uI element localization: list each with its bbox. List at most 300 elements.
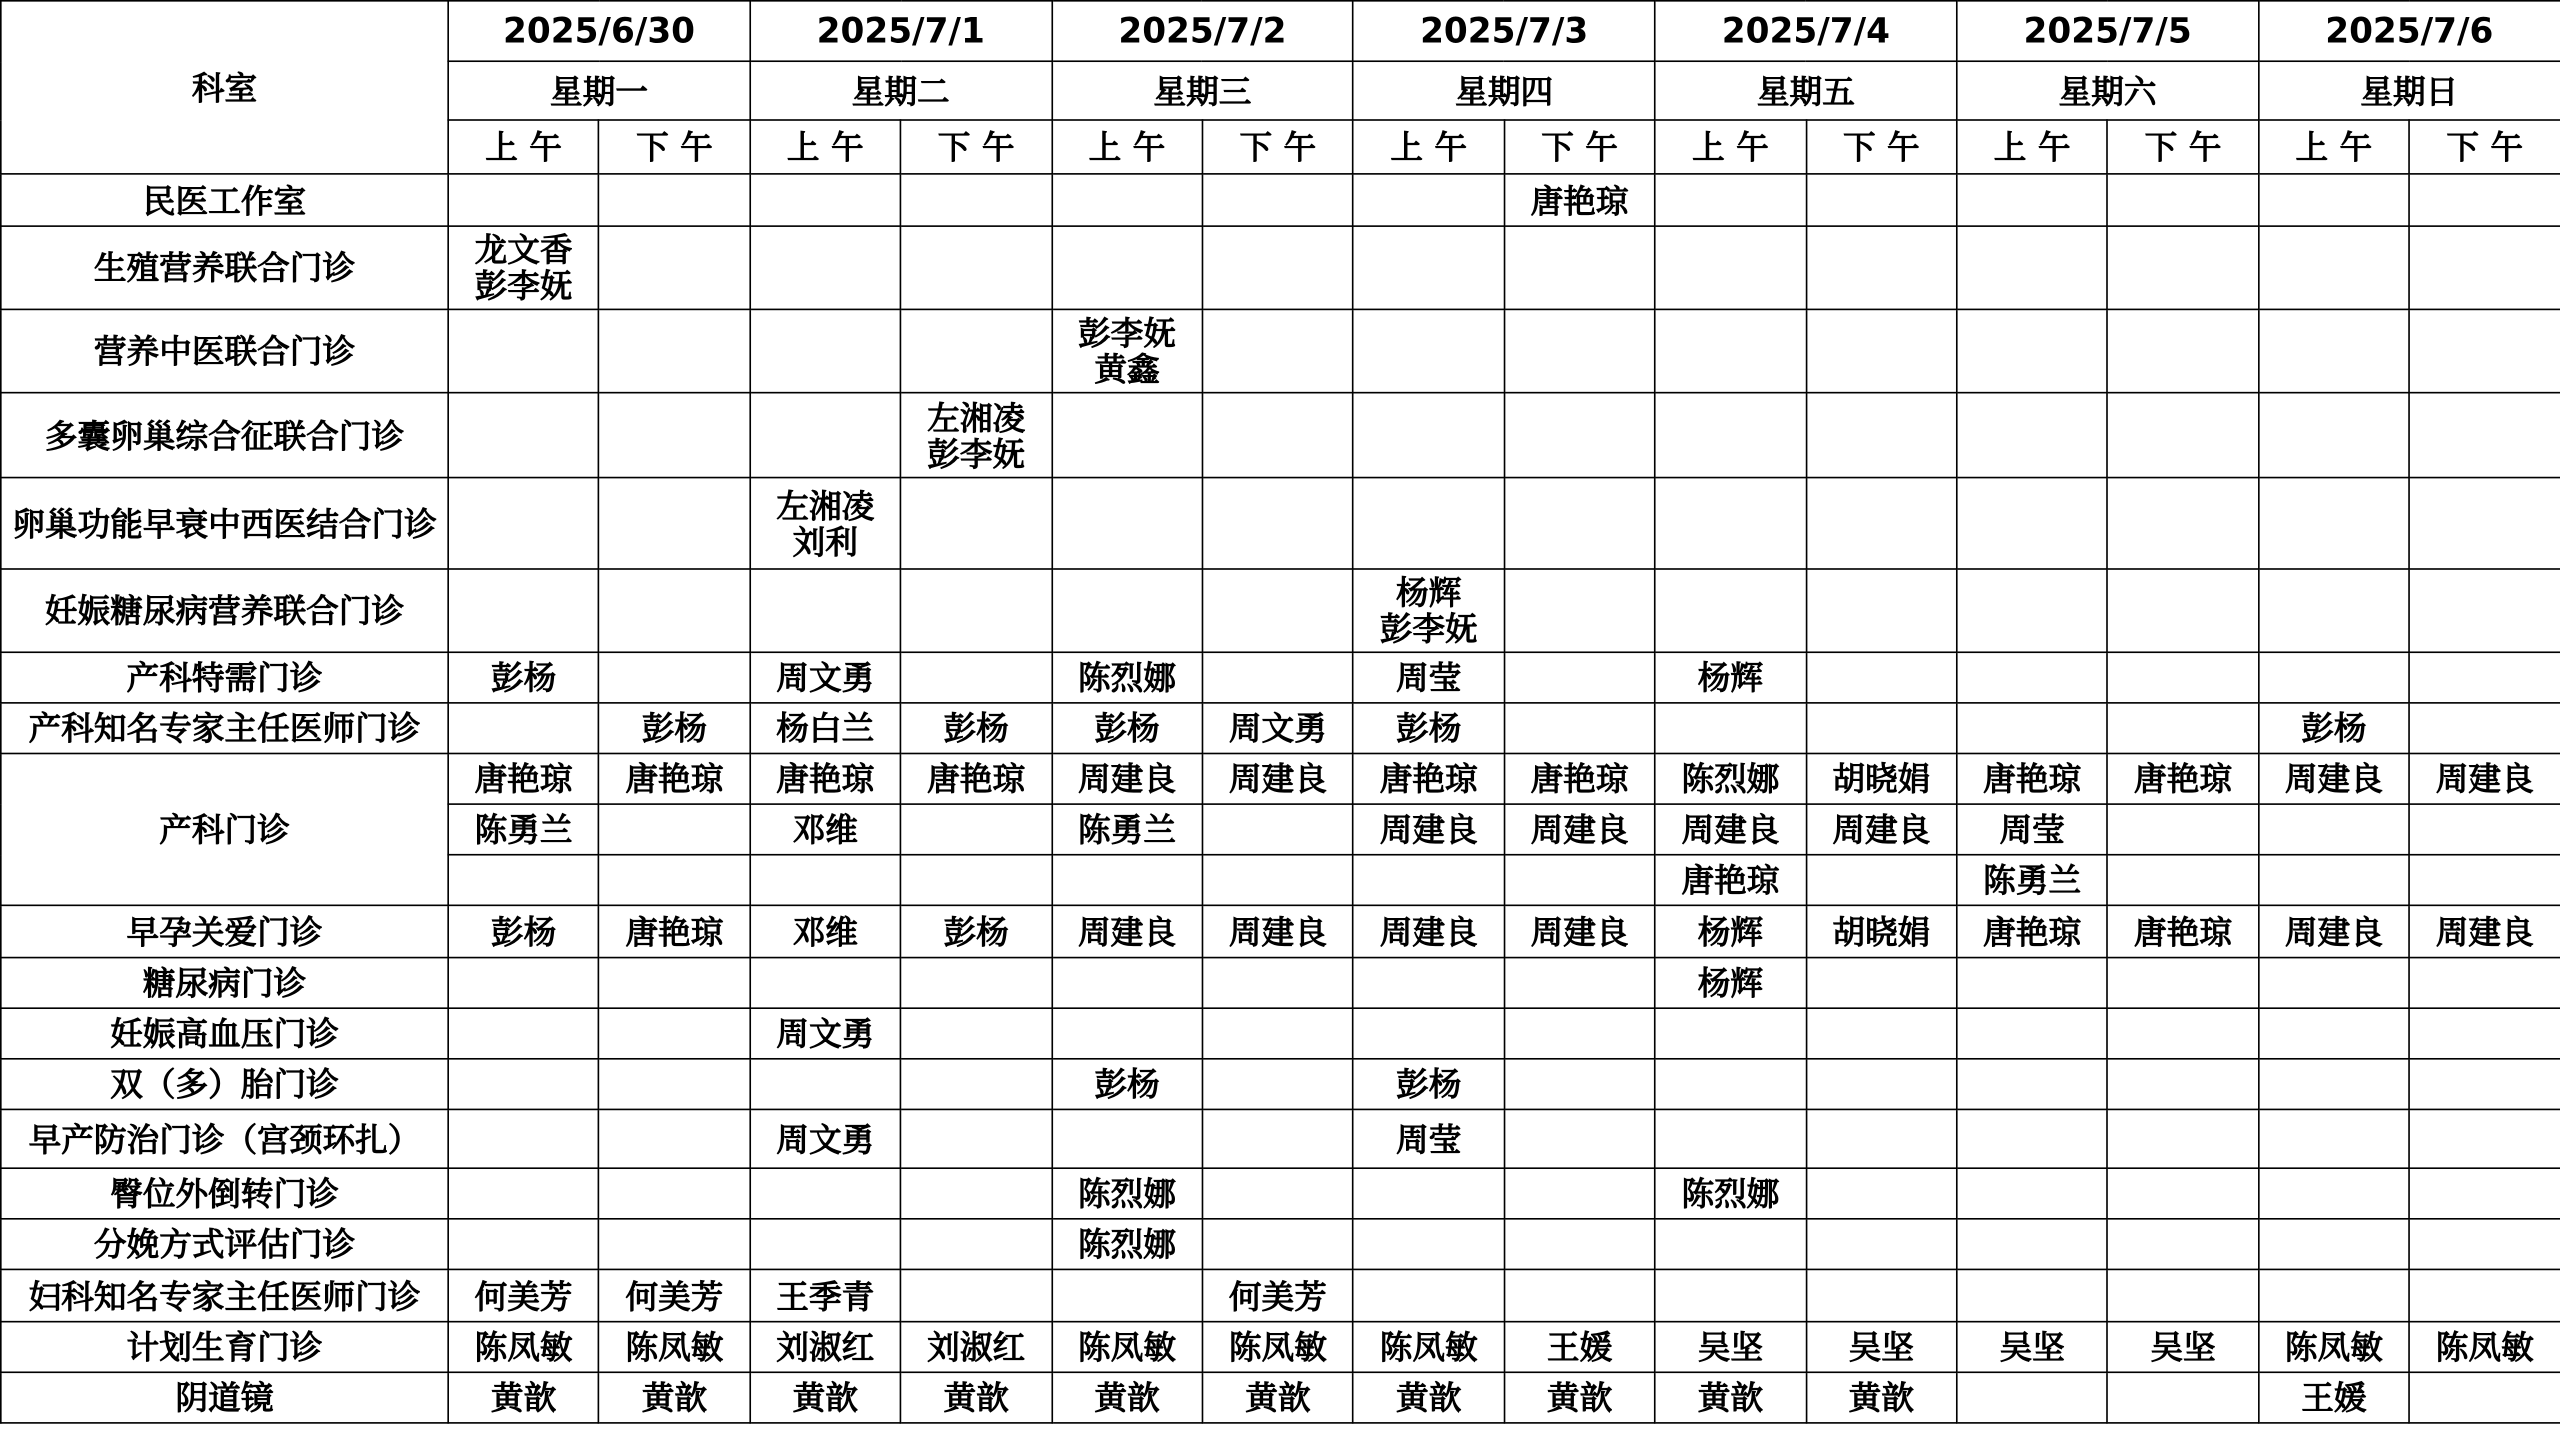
date-header: 2025/6/30: [448, 1, 750, 61]
doctor-cell: [448, 1168, 599, 1219]
doctor-cell: [2258, 1219, 2409, 1270]
doctor-cell: [1806, 174, 1957, 226]
doctor-cell: [2409, 309, 2560, 392]
doctor-cell: 唐艳琼: [1504, 753, 1655, 804]
doctor-name: 刘利: [792, 521, 858, 561]
date-header: 2025/7/5: [1957, 1, 2259, 61]
doctor-cell: [2108, 1372, 2259, 1423]
table-row: [1, 1008, 2560, 1059]
doctor-cell: [1353, 958, 1504, 1009]
doctor-cell: [901, 1109, 1052, 1168]
doctor-cell: 彭杨: [2258, 703, 2409, 754]
doctor-cell: [2258, 1008, 2409, 1059]
doctor-cell: [1202, 1168, 1353, 1219]
doctor-cell: [2108, 1168, 2259, 1219]
doctor-cell: [599, 1168, 750, 1219]
doctor-cell: [1957, 652, 2108, 703]
doctor-cell: 唐艳琼: [2108, 753, 2259, 804]
doctor-cell: [1202, 174, 1353, 226]
doctor-cell: [1655, 393, 1806, 478]
doctor-cell: [750, 1168, 901, 1219]
dept-name: 妇科知名专家主任医师门诊: [1, 1269, 448, 1321]
schedule-body: [1, 174, 2560, 1423]
doctor-cell: [2409, 958, 2560, 1009]
doctor-cell: 胡晓娟: [1806, 905, 1957, 957]
weekday-header: 星期四: [1353, 61, 1655, 120]
doctor-cell: [1202, 1219, 1353, 1270]
doctor-cell: [1202, 1059, 1353, 1110]
doctor-cell: [2108, 958, 2259, 1009]
doctor-cell: [2258, 174, 2409, 226]
table-row: [1, 226, 2560, 309]
doctor-cell: 吴坚: [2108, 1322, 2259, 1373]
doctor-cell: [1957, 1168, 2108, 1219]
doctor-cell: 吴坚: [1957, 1322, 2108, 1373]
doctor-cell: [2409, 1372, 2560, 1423]
doctor-cell: [2108, 703, 2259, 754]
table-row: [1, 905, 2560, 957]
doctor-cell: 周建良: [1202, 753, 1353, 804]
doctor-cell: [901, 226, 1052, 309]
doctor-cell: [2108, 174, 2259, 226]
dept-name: 双（多）胎门诊: [1, 1059, 448, 1110]
date-header: 2025/7/1: [750, 1, 1052, 61]
doctor-cell: [750, 855, 901, 906]
doctor-cell: [901, 1008, 1052, 1059]
doctor-cell: [1504, 703, 1655, 754]
doctor-cell: 杨辉: [1655, 905, 1806, 957]
doctor-cell: 周建良: [1806, 804, 1957, 855]
doctor-cell: 唐艳琼: [1504, 174, 1655, 226]
doctor-cell: [1655, 478, 1806, 569]
date-header: 2025/7/2: [1052, 1, 1354, 61]
doctor-cell: [599, 478, 750, 569]
doctor-cell: [1806, 1168, 1957, 1219]
doctor-cell: [448, 1059, 599, 1110]
doctor-cell: [1655, 226, 1806, 309]
doctor-cell: [1957, 1059, 2108, 1110]
doctor-cell: [1806, 1109, 1957, 1168]
doctor-cell: 何美芳: [1202, 1269, 1353, 1321]
doctor-cell: [599, 309, 750, 392]
doctor-cell: [1957, 174, 2108, 226]
doctor-cell: [448, 1109, 599, 1168]
doctor-cell: [901, 174, 1052, 226]
doctor-cell: [901, 1168, 1052, 1219]
dept-name: 妊娠高血压门诊: [1, 1008, 448, 1059]
doctor-cell: [1504, 393, 1655, 478]
doctor-cell: [1957, 309, 2108, 392]
doctor-cell: [1052, 478, 1203, 569]
doctor-cell: 何美芳: [448, 1269, 599, 1321]
doctor-cell: 邓维: [750, 804, 901, 855]
doctor-cell: [2258, 1109, 2409, 1168]
doctor-cell: [2258, 1269, 2409, 1321]
doctor-cell: 陈凤敏: [448, 1322, 599, 1373]
doctor-cell: [1957, 1008, 2108, 1059]
doctor-cell: [901, 855, 1052, 906]
dept-name: 计划生育门诊: [1, 1322, 448, 1373]
doctor-cell: [2258, 309, 2409, 392]
doctor-cell: [2409, 652, 2560, 703]
doctor-cell: [1806, 1269, 1957, 1321]
doctor-cell: 周建良: [1353, 804, 1504, 855]
dept-name: 臀位外倒转门诊: [1, 1168, 448, 1219]
doctor-cell: [448, 478, 599, 569]
doctor-cell: 彭杨: [448, 652, 599, 703]
am-header: 上 午: [1957, 120, 2108, 174]
doctor-cell: 王媛: [1504, 1322, 1655, 1373]
doctor-cell: [2108, 309, 2259, 392]
doctor-cell: 周建良: [2409, 905, 2560, 957]
doctor-cell: [599, 1219, 750, 1270]
doctor-cell: [1806, 226, 1957, 309]
doctor-cell: [1504, 1059, 1655, 1110]
doctor-cell: 唐艳琼: [901, 753, 1052, 804]
doctor-cell: [750, 958, 901, 1009]
doctor-cell: [1052, 226, 1203, 309]
doctor-cell: 周文勇: [750, 1008, 901, 1059]
doctor-cell: [901, 652, 1052, 703]
doctor-cell: [2409, 1168, 2560, 1219]
doctor-cell: [1504, 309, 1655, 392]
doctor-cell: [2409, 174, 2560, 226]
table-row: [1, 309, 2560, 392]
doctor-name: 杨辉: [1396, 573, 1462, 613]
doctor-cell: [1504, 226, 1655, 309]
doctor-cell: [1806, 309, 1957, 392]
doctor-cell: 陈烈娜: [1655, 1168, 1806, 1219]
doctor-cell: [750, 1219, 901, 1270]
doctor-cell: [901, 1269, 1052, 1321]
weekday-header: 星期一: [448, 61, 750, 120]
dept-column-header: 科室: [1, 1, 448, 174]
table-row: [1, 753, 2560, 804]
doctor-name: 彭李妩: [1379, 608, 1478, 649]
doctor-cell: 黄歆: [1353, 1372, 1504, 1423]
doctor-cell: [599, 855, 750, 906]
doctor-cell: [1202, 226, 1353, 309]
dept-name: 生殖营养联合门诊: [1, 226, 448, 309]
doctor-cell: [1353, 1008, 1504, 1059]
doctor-cell: [599, 393, 750, 478]
doctor-cell: 陈烈娜: [1052, 1219, 1203, 1270]
doctor-cell: [448, 309, 599, 392]
doctor-cell: [1957, 958, 2108, 1009]
doctor-cell: [599, 569, 750, 652]
doctor-cell: [1806, 393, 1957, 478]
doctor-cell: [2258, 958, 2409, 1009]
doctor-cell: [750, 226, 901, 309]
doctor-cell: 唐艳琼: [750, 753, 901, 804]
doctor-cell: 周建良: [2409, 753, 2560, 804]
doctor-cell: [2409, 804, 2560, 855]
pm-header: 下 午: [599, 120, 750, 174]
doctor-cell: [2258, 569, 2409, 652]
doctor-cell: [1655, 1219, 1806, 1270]
doctor-cell: [1052, 393, 1203, 478]
table-row: [1, 1372, 2560, 1423]
doctor-cell: 唐艳琼: [1655, 855, 1806, 906]
doctor-cell: [1202, 804, 1353, 855]
doctor-cell: [599, 1109, 750, 1168]
doctor-cell: [1806, 703, 1957, 754]
table-row: [1, 174, 2560, 226]
weekday-header: 星期六: [1957, 61, 2259, 120]
doctor-cell: [448, 855, 599, 906]
doctor-cell: [1202, 309, 1353, 392]
doctor-cell: [2108, 226, 2259, 309]
doctor-cell: [448, 703, 599, 754]
doctor-cell: 刘淑红: [901, 1322, 1052, 1373]
pm-header: 下 午: [2108, 120, 2259, 174]
pm-header: 下 午: [1504, 120, 1655, 174]
doctor-cell: [1504, 855, 1655, 906]
doctor-cell: [2108, 1219, 2259, 1270]
doctor-name: 龙文香: [474, 230, 573, 270]
doctor-cell: [1202, 1109, 1353, 1168]
doctor-cell: [1957, 478, 2108, 569]
doctor-cell: [2409, 1219, 2560, 1270]
doctor-cell: 黄歆: [1202, 1372, 1353, 1423]
date-header: 2025/7/3: [1353, 1, 1655, 61]
table-row: [1, 393, 2560, 478]
doctor-cell: 彭杨: [1353, 1059, 1504, 1110]
doctor-cell: [599, 174, 750, 226]
table-row: [1, 1109, 2560, 1168]
doctor-cell: [2258, 804, 2409, 855]
doctor-cell: 陈烈娜: [1052, 1168, 1203, 1219]
table-row: [1, 958, 2560, 1009]
doctor-cell: 唐艳琼: [1353, 753, 1504, 804]
dept-name: 产科知名专家主任医师门诊: [1, 703, 448, 754]
doctor-cell: [1353, 478, 1504, 569]
doctor-cell: 胡晓娟: [1806, 753, 1957, 804]
doctor-cell: [2258, 652, 2409, 703]
doctor-cell: [1806, 855, 1957, 906]
doctor-cell: 唐艳琼: [599, 753, 750, 804]
doctor-cell: [2409, 478, 2560, 569]
doctor-cell: [1504, 1168, 1655, 1219]
doctor-cell: [750, 478, 901, 569]
pm-header: 下 午: [2409, 120, 2560, 174]
table-row: [1, 1322, 2560, 1373]
dept-name: 阴道镜: [1, 1372, 448, 1423]
table-row: [1, 652, 2560, 703]
doctor-cell: [2258, 1059, 2409, 1110]
doctor-cell: [1202, 958, 1353, 1009]
doctor-cell: [448, 174, 599, 226]
doctor-cell: [448, 226, 599, 309]
dept-name: 早产防治门诊（宫颈环扎）: [1, 1109, 448, 1168]
doctor-cell: [901, 1059, 1052, 1110]
doctor-name: 彭李妩: [927, 433, 1026, 473]
doctor-cell: 何美芳: [599, 1269, 750, 1321]
doctor-cell: 陈凤敏: [1202, 1322, 1353, 1373]
doctor-cell: 彭杨: [599, 703, 750, 754]
weekday-header: 星期三: [1052, 61, 1354, 120]
doctor-cell: [1353, 1219, 1504, 1270]
doctor-cell: [1655, 703, 1806, 754]
doctor-name: 黄鑫: [1094, 349, 1160, 389]
doctor-cell: [448, 1219, 599, 1270]
pm-header: 下 午: [1202, 120, 1353, 174]
doctor-cell: [901, 804, 1052, 855]
dept-name: 营养中医联合门诊: [1, 309, 448, 392]
doctor-cell: [901, 393, 1052, 478]
doctor-cell: [2409, 569, 2560, 652]
dept-name: 产科特需门诊: [1, 652, 448, 703]
doctor-cell: [1806, 1059, 1957, 1110]
doctor-cell: 彭杨: [1353, 703, 1504, 754]
pm-header: 下 午: [1806, 120, 1957, 174]
doctor-cell: [2409, 393, 2560, 478]
doctor-name: 左湘凌: [927, 397, 1026, 437]
doctor-cell: [1052, 569, 1203, 652]
doctor-cell: [1052, 958, 1203, 1009]
doctor-cell: [599, 1059, 750, 1110]
doctor-cell: 王季青: [750, 1269, 901, 1321]
doctor-cell: 黄歆: [1806, 1372, 1957, 1423]
doctor-cell: [2409, 1059, 2560, 1110]
doctor-cell: 周文勇: [750, 1109, 901, 1168]
doctor-cell: [1353, 569, 1504, 652]
doctor-cell: [2108, 652, 2259, 703]
doctor-cell: [1806, 652, 1957, 703]
table-row: [1, 478, 2560, 569]
doctor-cell: 彭杨: [901, 703, 1052, 754]
doctor-cell: [901, 569, 1052, 652]
doctor-cell: 周建良: [1202, 905, 1353, 957]
doctor-cell: 唐艳琼: [599, 905, 750, 957]
doctor-cell: 周文勇: [750, 652, 901, 703]
doctor-cell: 杨辉: [1655, 652, 1806, 703]
weekday-header: 星期五: [1655, 61, 1957, 120]
doctor-cell: [1655, 1109, 1806, 1168]
doctor-cell: 黄歆: [901, 1372, 1052, 1423]
schedule-header: [1, 1, 2560, 174]
doctor-cell: 周文勇: [1202, 703, 1353, 754]
doctor-cell: [1504, 1008, 1655, 1059]
weekday-header: 星期日: [2258, 61, 2560, 120]
table-row: [1, 703, 2560, 754]
date-header: 2025/7/6: [2258, 1, 2560, 61]
doctor-cell: [901, 958, 1052, 1009]
dept-name: 糖尿病门诊: [1, 958, 448, 1009]
dept-name: 多囊卵巢综合征联合门诊: [1, 393, 448, 478]
doctor-cell: [1655, 1269, 1806, 1321]
doctor-cell: 周莹: [1353, 652, 1504, 703]
am-header: 上 午: [1052, 120, 1203, 174]
doctor-cell: [1202, 1008, 1353, 1059]
am-header: 上 午: [2258, 120, 2409, 174]
doctor-cell: [1655, 309, 1806, 392]
doctor-cell: 彭杨: [901, 905, 1052, 957]
doctor-cell: [901, 478, 1052, 569]
doctor-cell: [1806, 478, 1957, 569]
doctor-cell: [1202, 652, 1353, 703]
doctor-cell: [1052, 309, 1203, 392]
doctor-cell: [1504, 652, 1655, 703]
weekday-header: 星期二: [750, 61, 1052, 120]
doctor-cell: [1957, 569, 2108, 652]
doctor-cell: [750, 569, 901, 652]
doctor-cell: 陈勇兰: [1957, 855, 2108, 906]
doctor-cell: [1504, 958, 1655, 1009]
doctor-cell: [1504, 1109, 1655, 1168]
doctor-cell: 黄歆: [1655, 1372, 1806, 1423]
doctor-cell: [1957, 703, 2108, 754]
doctor-cell: [2108, 1059, 2259, 1110]
am-header: 上 午: [750, 120, 901, 174]
doctor-cell: 陈凤敏: [599, 1322, 750, 1373]
doctor-cell: [1957, 1269, 2108, 1321]
doctor-cell: [1806, 1219, 1957, 1270]
doctor-cell: 陈勇兰: [1052, 804, 1203, 855]
doctor-cell: 周建良: [1504, 905, 1655, 957]
doctor-name: 左湘凌: [776, 485, 875, 525]
dept-name: 妊娠糖尿病营养联合门诊: [1, 569, 448, 652]
doctor-cell: [2108, 393, 2259, 478]
doctor-cell: [1504, 569, 1655, 652]
doctor-cell: [1504, 1219, 1655, 1270]
doctor-cell: [1052, 174, 1203, 226]
doctor-cell: 唐艳琼: [448, 753, 599, 804]
doctor-cell: [1655, 569, 1806, 652]
doctor-cell: [2108, 478, 2259, 569]
doctor-cell: [1957, 226, 2108, 309]
doctor-cell: [2258, 226, 2409, 309]
doctor-cell: [1202, 855, 1353, 906]
doctor-cell: 周建良: [1655, 804, 1806, 855]
doctor-cell: 黄歆: [1052, 1372, 1203, 1423]
doctor-cell: [2258, 1168, 2409, 1219]
doctor-cell: 彭杨: [1052, 703, 1203, 754]
doctor-cell: [1052, 1008, 1203, 1059]
doctor-cell: [1655, 174, 1806, 226]
doctor-cell: [1353, 174, 1504, 226]
doctor-cell: [2409, 226, 2560, 309]
dept-name: 产科门诊: [1, 753, 448, 905]
doctor-cell: [2409, 1008, 2560, 1059]
doctor-cell: [599, 652, 750, 703]
doctor-cell: 杨白兰: [750, 703, 901, 754]
doctor-cell: [2108, 855, 2259, 906]
doctor-cell: 陈勇兰: [448, 804, 599, 855]
doctor-cell: [1052, 1109, 1203, 1168]
doctor-cell: 吴坚: [1806, 1322, 1957, 1373]
doctor-cell: [1806, 958, 1957, 1009]
date-header: 2025/7/4: [1655, 1, 1957, 61]
doctor-cell: [1353, 1168, 1504, 1219]
doctor-cell: 黄歆: [1504, 1372, 1655, 1423]
doctor-cell: [448, 1008, 599, 1059]
doctor-cell: [1353, 393, 1504, 478]
doctor-cell: 陈凤敏: [1353, 1322, 1504, 1373]
doctor-cell: 陈凤敏: [2258, 1322, 2409, 1373]
doctor-cell: [1957, 1219, 2108, 1270]
doctor-cell: [1052, 855, 1203, 906]
doctor-cell: [2258, 393, 2409, 478]
doctor-cell: 邓维: [750, 905, 901, 957]
table-row: [1, 1168, 2560, 1219]
doctor-cell: [2409, 1269, 2560, 1321]
doctor-cell: 王媛: [2258, 1372, 2409, 1423]
doctor-cell: 唐艳琼: [1957, 905, 2108, 957]
pm-header: 下 午: [901, 120, 1052, 174]
doctor-cell: [1052, 1269, 1203, 1321]
doctor-cell: [1957, 1109, 2108, 1168]
